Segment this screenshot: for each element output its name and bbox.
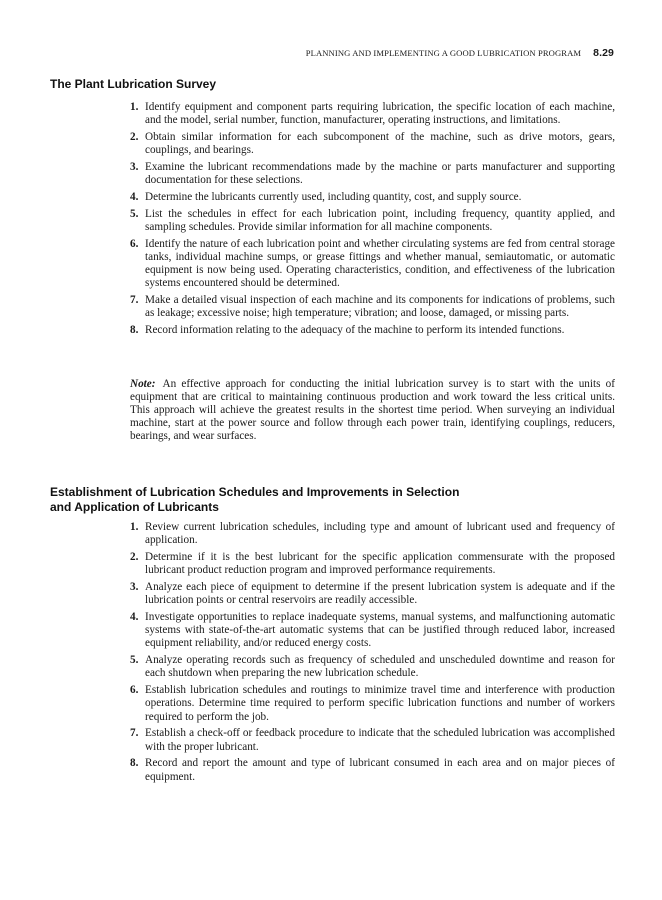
item-number: 2. bbox=[130, 131, 139, 143]
list-item bbox=[130, 684, 615, 724]
item-text: Review current lubrication schedules, including type and amount of lubricant used and frequency of application. bbox=[145, 521, 615, 547]
item-number: 2. bbox=[130, 551, 139, 563]
item-text: Analyze each piece of equipment to determine if the present lubrication system is adequate and if the lubrication points or central reservoirs are readily accessible. bbox=[145, 581, 615, 607]
list-item bbox=[130, 131, 615, 157]
item-text: Identify the nature of each lubrication point and whether circulating systems are fed from central storage tanks, individual machine sumps, or grease fittings and whether manual, semiautomatic, or automatic equipment is now being used. Operating characteristics, condition, and effectiveness of the lubrication systems encountered should be determined. bbox=[145, 237, 615, 290]
item-number: 8. bbox=[130, 757, 139, 770]
item-text: Establish lubrication schedules and routings to minimize travel time and interference with production operations. Determine time required to perform specific lubrication functions and number of workers required to perform the job. bbox=[145, 684, 615, 723]
survey-note bbox=[130, 378, 615, 443]
item-text: Analyze operating records such as frequency of scheduled and unscheduled downtime and reason for each shutdown when preparing the new lubrication schedule. bbox=[145, 654, 615, 680]
list-item bbox=[130, 208, 615, 234]
note-text: An effective approach for conducting the initial lubrication survey is to start with the units of equipment that are critical to maintaining continuous production and work toward the less critical units. This approach will achieve the greatest results in the shortest time period. When surveying an individual machine, start at the power source and follow through each power train, identifying couplings, reducers, bearings, and wear surfaces. bbox=[130, 378, 615, 443]
list-item bbox=[130, 191, 615, 204]
section-heading-plant-lubrication-survey: The Plant Lubrication Survey bbox=[50, 77, 217, 91]
item-number: 7. bbox=[130, 294, 139, 307]
list-item bbox=[130, 581, 615, 607]
list-item bbox=[130, 611, 615, 651]
item-text: Record and report the amount and type of lubricant consumed in each area and on major pieces of equipment. bbox=[145, 757, 615, 783]
running-title: PLANNING AND IMPLEMENTING A GOOD LUBRICATION PROGRAM bbox=[305, 48, 582, 58]
item-text: Determine the lubricants currently used, including quantity, cost, and supply source. bbox=[145, 191, 522, 203]
item-number: 3. bbox=[130, 581, 139, 593]
section-heading-lubrication-schedules bbox=[50, 485, 610, 515]
running-header bbox=[0, 47, 614, 59]
item-number: 1. bbox=[130, 101, 139, 113]
item-text: Examine the lubricant recommendations made by the machine or parts manufacturer and supporting documentation for these selections. bbox=[145, 161, 615, 187]
list-item bbox=[130, 324, 615, 337]
note-label: Note: bbox=[130, 378, 156, 390]
item-number: 4. bbox=[130, 191, 139, 203]
list-item bbox=[130, 551, 615, 577]
item-number: 3. bbox=[130, 161, 139, 173]
list-item bbox=[130, 727, 615, 753]
list-item bbox=[130, 161, 615, 187]
page-number: 8.29 bbox=[593, 47, 614, 59]
item-text: Make a detailed visual inspection of each machine and its components for indications of problems, such as leakage; excessive noise; high temperature; vibration; and loose, damaged, or missing parts. bbox=[145, 294, 615, 320]
item-text: Identify equipment and component parts requiring lubrication, the specific location of each machine, and the model, serial number, function, manufacturer, operating instructions, and limitations. bbox=[145, 101, 615, 127]
list-item bbox=[130, 238, 615, 291]
list-item bbox=[130, 294, 615, 320]
survey-steps-list bbox=[130, 101, 615, 341]
item-number: 6. bbox=[130, 237, 139, 250]
heading-line: Establishment of Lubrication Schedules and Improvements in Selection bbox=[50, 485, 460, 499]
item-text: Investigate opportunities to replace inadequate systems, manual systems, and malfunctioning automatic systems with state-of-the-art automatic systems that can be justified through reduced labor, increased equipment reliability, and/or reduced energy costs. bbox=[145, 611, 615, 650]
list-item bbox=[130, 101, 615, 127]
list-item bbox=[130, 757, 615, 783]
item-number: 7. bbox=[130, 727, 139, 740]
item-text: Determine if it is the best lubricant for the specific application commensurate with the proposed lubricant product reduction program and improved performance requirements. bbox=[145, 551, 615, 577]
item-text: Establish a check-off or feedback procedure to indicate that the scheduled lubrication was accomplished with the proper lubricant. bbox=[145, 727, 615, 753]
item-number: 4. bbox=[130, 611, 139, 623]
item-text: List the schedules in effect for each lubrication point, including frequency, quantity applied, and sampling schedules. Provide similar information for all machine components. bbox=[145, 207, 615, 233]
item-number: 6. bbox=[130, 684, 139, 697]
list-item bbox=[130, 521, 615, 547]
heading-line: and Application of Lubricants bbox=[50, 500, 219, 514]
item-number: 8. bbox=[130, 324, 139, 337]
item-text: Obtain similar information for each subcomponent of the machine, such as drive motors, gears, couplings, and bearings. bbox=[145, 131, 615, 157]
item-number: 5. bbox=[130, 654, 139, 667]
schedule-steps-list bbox=[130, 521, 615, 787]
item-number: 1. bbox=[130, 521, 139, 533]
item-text: Record information relating to the adequacy of the machine to perform its intended functions. bbox=[145, 324, 565, 337]
item-number: 5. bbox=[130, 207, 139, 220]
list-item bbox=[130, 654, 615, 680]
